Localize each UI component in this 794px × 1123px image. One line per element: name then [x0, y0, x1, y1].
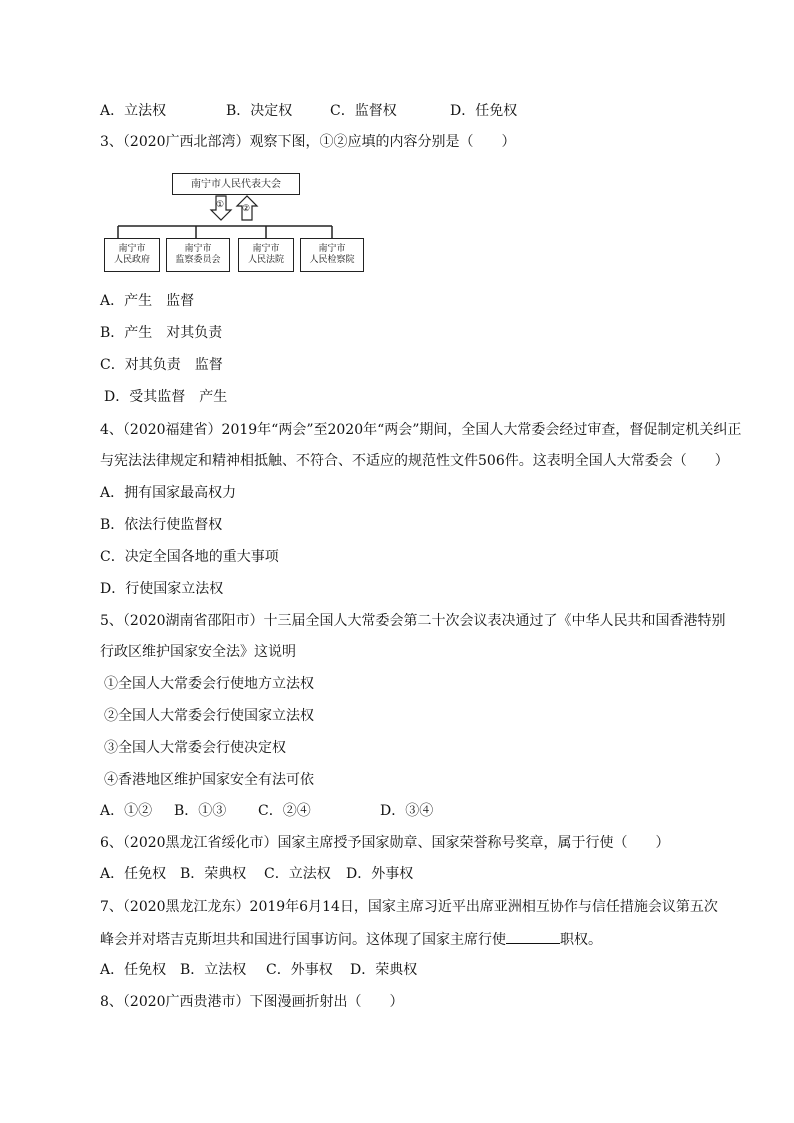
q3-stem: 3、（2020广西北部湾）观察下图，①②应填的内容分别是（ ） [100, 134, 516, 150]
q7-option-c[interactable]: C．外事权 [266, 962, 333, 978]
q2-options [100, 102, 517, 120]
q6-option-b[interactable]: B．荣典权 [180, 866, 247, 882]
arrow-label-2: ② [242, 204, 251, 214]
q4-option-b[interactable]: B．依法行使监督权 [100, 517, 223, 533]
q5-option-d[interactable]: D．③④ [380, 803, 434, 819]
q7-stem-text: 峰会并对塔吉克斯坦共和国进行国事访问。这体现了国家主席行使 [100, 932, 506, 948]
q7-stem-line1: 7、（2020黑龙江龙东）2019年6月14日，国家主席习近平出席亚洲相互协作与信任措施会议第五次 [100, 899, 718, 915]
q6-option-c[interactable]: C．立法权 [264, 866, 331, 882]
box-line: 南宁市 [318, 244, 346, 254]
q6-option-a[interactable]: A．任免权 [100, 866, 167, 882]
diagram-box-supervision [166, 238, 230, 272]
q5-options [100, 802, 433, 820]
q5-item-4: ④香港地区维护国家安全有法可依 [104, 772, 314, 788]
diagram-box-court [238, 238, 294, 272]
q4-stem-line1: 4、（2020福建省）2019年“两会”至2020年“两会”期间，全国人大常委会经过审查，督促制定机关纠正 [100, 422, 742, 438]
q8-stem: 8、（2020广西贵港市）下图漫画折射出（ ） [100, 994, 404, 1010]
arrow-label-1: ① [216, 200, 225, 210]
box-line: 监察委员会 [175, 255, 221, 265]
q3-option-d[interactable]: D．受其监督 产生 [104, 389, 228, 405]
q6-options [100, 865, 413, 883]
diagram-top-box: 南宁市人民代表大会 [172, 173, 300, 195]
q3-option-c[interactable]: C．对其负责 监督 [100, 357, 223, 373]
q2-option-c[interactable]: C．监督权 [330, 103, 397, 119]
q5-item-2: ②全国人大常委会行使国家立法权 [104, 708, 314, 724]
q4-option-a[interactable]: A．拥有国家最高权力 [100, 485, 237, 501]
q7-stem-tail: 职权。 [560, 932, 602, 948]
q5-stem-line1: 5、（2020湖南省邵阳市）十三届全国人大常委会第二十次会议表决通过了《中华人民共和国香港特别 [100, 613, 726, 629]
q5-option-a[interactable]: A．①② [100, 803, 153, 819]
box-line: 南宁市 [184, 244, 212, 254]
q5-item-3: ③全国人大常委会行使决定权 [104, 740, 286, 756]
q6-option-d[interactable]: D．外事权 [346, 866, 414, 882]
q7-options [100, 961, 417, 979]
q2-option-b[interactable]: B．决定权 [226, 103, 293, 119]
q4-stem-line2: 与宪法法律规定和精神相抵触、不符合、不适应的规范性文件506件。这表明全国人大常委会（ ） [100, 453, 729, 469]
q7-option-a[interactable]: A．任免权 [100, 962, 167, 978]
q3-diagram [100, 168, 370, 278]
q7-option-b[interactable]: B．立法权 [180, 962, 247, 978]
q3-option-b[interactable]: B．产生 对其负责 [100, 325, 223, 341]
diagram-box-procuratorate [300, 238, 364, 272]
q5-item-1: ①全国人大常委会行使地方立法权 [104, 676, 314, 692]
q7-stem-line2 [100, 929, 602, 949]
box-line: 人民检察院 [309, 255, 355, 265]
box-line: 人民法院 [247, 255, 284, 265]
q5-option-b[interactable]: B．①③ [174, 803, 227, 819]
diagram-box-government [104, 238, 160, 272]
box-line: 南宁市 [252, 244, 280, 254]
q3-option-a[interactable]: A．产生 监督 [100, 293, 195, 309]
q7-option-d[interactable]: D．荣典权 [350, 962, 418, 978]
box-line: 人民政府 [113, 255, 150, 265]
q6-stem: 6、（2020黑龙江省绥化市）国家主席授予国家勋章、国家荣誉称号奖章，属于行使（ ） [100, 835, 670, 851]
answer-blank[interactable] [506, 929, 560, 944]
q2-option-a[interactable]: A．立法权 [100, 103, 167, 119]
q4-option-c[interactable]: C．决定全国各地的重大事项 [100, 549, 279, 565]
q4-option-d[interactable]: D．行使国家立法权 [100, 581, 224, 597]
q5-stem-line2: 行政区维护国家安全法》这说明 [100, 644, 296, 660]
q2-option-d[interactable]: D．任免权 [450, 103, 518, 119]
box-line: 南宁市 [118, 244, 146, 254]
q5-option-c[interactable]: C．②④ [258, 803, 311, 819]
